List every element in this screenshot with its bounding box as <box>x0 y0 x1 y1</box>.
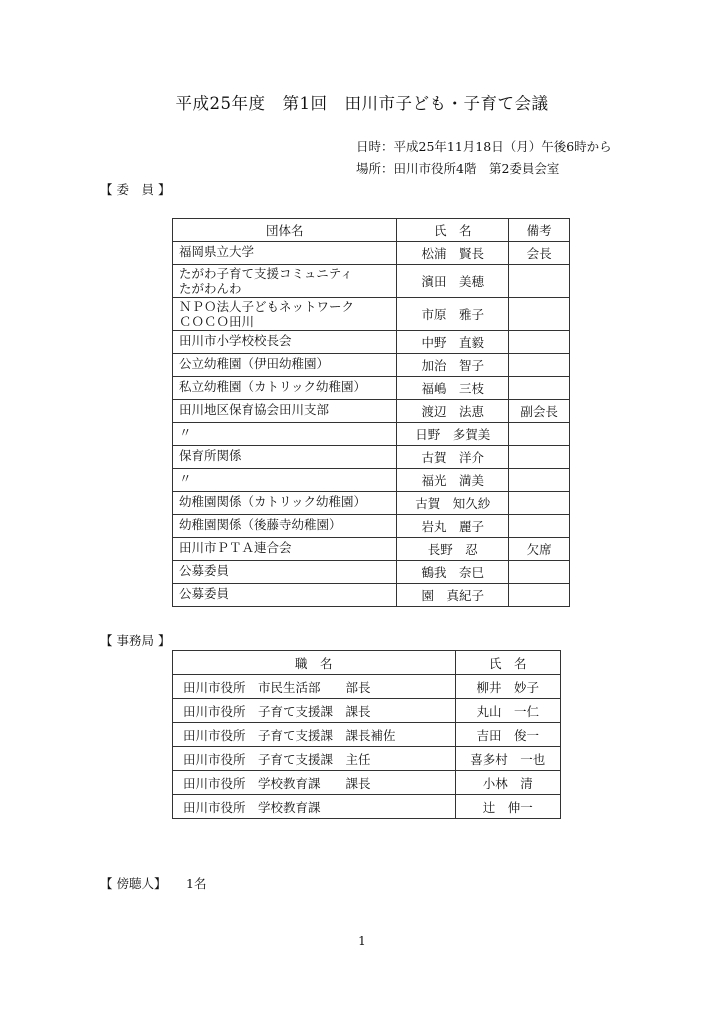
secretariat-table <box>172 650 561 819</box>
header-organization: 団体名 <box>173 219 397 242</box>
header-name: 氏 名 <box>455 651 560 675</box>
members-heading: 【 委 員 】 <box>100 182 171 197</box>
table-row <box>173 469 570 492</box>
members-header-row <box>173 219 570 242</box>
member-name: 鶴我 奈巳 <box>397 561 509 584</box>
member-organization: 幼稚園関係（カトリック幼稚園） <box>173 492 397 515</box>
table-row <box>173 771 561 795</box>
table-row <box>173 242 570 265</box>
member-note <box>509 423 570 446</box>
member-organization: 〃 <box>173 469 397 492</box>
meeting-date: 日時：平成25年11月18日（月）午後6時から <box>356 139 612 154</box>
member-organization: 福岡県立大学 <box>173 242 397 265</box>
member-organization: 私立幼稚園（カトリック幼稚園） <box>173 377 397 400</box>
member-note <box>509 298 570 331</box>
observers-heading: 【 傍聴人】 <box>100 876 167 891</box>
table-row <box>173 795 561 819</box>
member-name: 福光 満美 <box>397 469 509 492</box>
staff-post: 田川市役所 子育て支援課 課長補佐 <box>173 723 456 747</box>
member-name: 渡辺 法恵 <box>397 400 509 423</box>
meeting-place: 場所：田川市役所4階 第2委員会室 <box>356 161 560 176</box>
member-name: 松浦 賢長 <box>397 242 509 265</box>
member-organization: 幼稚園関係（後藤寺幼稚園） <box>173 515 397 538</box>
table-row <box>173 354 570 377</box>
member-name: 園 真紀子 <box>397 584 509 607</box>
member-note: 副会長 <box>509 400 570 423</box>
table-row <box>173 492 570 515</box>
staff-name: 柳井 妙子 <box>455 675 560 699</box>
table-row <box>173 675 561 699</box>
member-note <box>509 492 570 515</box>
header-post: 職 名 <box>173 651 456 675</box>
table-row <box>173 331 570 354</box>
table-row <box>173 538 570 561</box>
member-name: 市原 雅子 <box>397 298 509 331</box>
header-note: 備考 <box>509 219 570 242</box>
member-organization: 田川市小学校校長会 <box>173 331 397 354</box>
member-note <box>509 265 570 298</box>
member-organization: たがわ子育て支援コミュニティ たがわんわ <box>173 265 397 298</box>
member-note <box>509 331 570 354</box>
member-organization: 田川市ＰＴＡ連合会 <box>173 538 397 561</box>
member-note <box>509 446 570 469</box>
table-row <box>173 561 570 584</box>
staff-post: 田川市役所 市民生活部 部長 <box>173 675 456 699</box>
member-organization: 公立幼稚園（伊田幼稚園） <box>173 354 397 377</box>
member-name: 福嶋 三枝 <box>397 377 509 400</box>
table-row <box>173 515 570 538</box>
member-name: 長野 忍 <box>397 538 509 561</box>
member-name: 加治 智子 <box>397 354 509 377</box>
member-note <box>509 584 570 607</box>
page-title: 平成25年度 第1回 田川市子ども・子育て会議 <box>175 94 549 113</box>
table-row <box>173 400 570 423</box>
header-name: 氏 名 <box>397 219 509 242</box>
staff-name: 小林 清 <box>455 771 560 795</box>
member-name: 濱田 美穂 <box>397 265 509 298</box>
member-note <box>509 354 570 377</box>
member-organization: 〃 <box>173 423 397 446</box>
member-name: 古賀 洋介 <box>397 446 509 469</box>
table-row <box>173 723 561 747</box>
table-row <box>173 265 570 298</box>
table-row <box>173 446 570 469</box>
table-row <box>173 423 570 446</box>
member-organization: ＮＰＯ法人子どもネットワーク ＣＯＣＯ田川 <box>173 298 397 331</box>
member-note <box>509 469 570 492</box>
member-note <box>509 377 570 400</box>
secretariat-header-row <box>173 651 561 675</box>
member-note <box>509 561 570 584</box>
member-organization: 田川地区保育協会田川支部 <box>173 400 397 423</box>
member-organization: 保育所関係 <box>173 446 397 469</box>
member-note: 欠席 <box>509 538 570 561</box>
table-row <box>173 584 570 607</box>
member-name: 日野 多賀美 <box>397 423 509 446</box>
staff-name: 辻 伸一 <box>455 795 560 819</box>
member-note <box>509 515 570 538</box>
member-name: 古賀 知久紗 <box>397 492 509 515</box>
staff-name: 喜多村 一也 <box>455 747 560 771</box>
staff-post: 田川市役所 子育て支援課 主任 <box>173 747 456 771</box>
member-note: 会長 <box>509 242 570 265</box>
secretariat-heading: 【 事務局 】 <box>100 633 171 648</box>
staff-name: 丸山 一仁 <box>455 699 560 723</box>
member-organization: 公募委員 <box>173 584 397 607</box>
page-number: 1 <box>358 934 366 948</box>
table-row <box>173 298 570 331</box>
table-row <box>173 377 570 400</box>
table-row <box>173 699 561 723</box>
staff-name: 吉田 俊一 <box>455 723 560 747</box>
observers-count: 1名 <box>186 876 207 891</box>
members-table <box>172 218 570 607</box>
member-organization: 公募委員 <box>173 561 397 584</box>
staff-post: 田川市役所 学校教育課 <box>173 795 456 819</box>
member-name: 岩丸 麗子 <box>397 515 509 538</box>
member-name: 中野 直毅 <box>397 331 509 354</box>
staff-post: 田川市役所 学校教育課 課長 <box>173 771 456 795</box>
table-row <box>173 747 561 771</box>
staff-post: 田川市役所 子育て支援課 課長 <box>173 699 456 723</box>
